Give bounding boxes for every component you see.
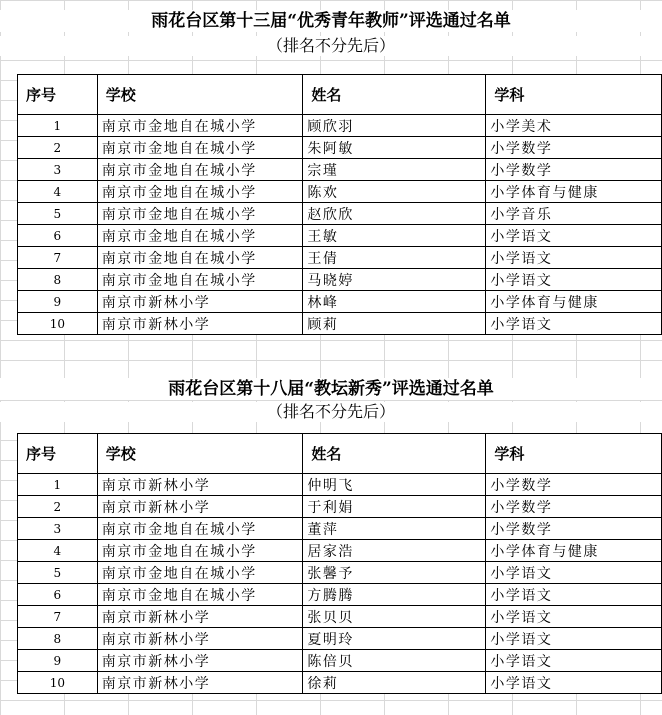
table-row [18,584,662,606]
cell-name: 马晓婷 [303,269,486,291]
cell-name: 宗瑾 [303,159,486,181]
cell-index: 7 [18,606,98,628]
cell-school: 南京市金地自在城小学 [97,518,303,540]
cell-subject: 小学语文 [486,247,662,269]
cell-subject: 小学语文 [486,269,662,291]
table-row [18,562,662,584]
table-row [18,203,662,225]
cell-name: 张贝贝 [303,606,486,628]
cell-school: 南京市新林小学 [97,650,303,672]
table-row [18,269,662,291]
cell-subject: 小学语文 [486,313,662,335]
table-row [18,496,662,518]
cell-school: 南京市金地自在城小学 [97,159,303,181]
cell-index: 5 [18,203,98,225]
table-row [18,606,662,628]
cell-subject: 小学语文 [486,628,662,650]
cell-subject: 小学体育与健康 [486,291,662,313]
cell-subject: 小学语文 [486,672,662,694]
header-school: 学校 [97,75,303,115]
cell-index: 6 [18,225,98,247]
cell-index: 8 [18,269,98,291]
header-index: 序号 [18,434,98,474]
cell-index: 3 [18,159,98,181]
cell-school: 南京市新林小学 [97,628,303,650]
cell-school: 南京市金地自在城小学 [97,203,303,225]
table-row [18,650,662,672]
cell-index: 9 [18,650,98,672]
cell-school: 南京市金地自在城小学 [97,225,303,247]
section-1-subtitle: （排名不分先后） [0,36,662,56]
cell-index: 6 [18,584,98,606]
cell-subject: 小学体育与健康 [486,181,662,203]
cell-name: 仲明飞 [303,474,486,496]
table-row [18,137,662,159]
header-school: 学校 [97,434,303,474]
cell-name: 陈欢 [303,181,486,203]
cell-subject: 小学数学 [486,496,662,518]
cell-index: 7 [18,247,98,269]
header-name: 姓名 [303,75,486,115]
cell-subject: 小学数学 [486,474,662,496]
cell-school: 南京市新林小学 [97,496,303,518]
table-row [18,313,662,335]
section-1-table [17,74,662,335]
cell-school: 南京市新林小学 [97,672,303,694]
cell-school: 南京市金地自在城小学 [97,540,303,562]
cell-subject: 小学数学 [486,137,662,159]
cell-name: 王倩 [303,247,486,269]
table-row [18,159,662,181]
cell-name: 徐莉 [303,672,486,694]
cell-school: 南京市金地自在城小学 [97,584,303,606]
cell-name: 董萍 [303,518,486,540]
cell-subject: 小学音乐 [486,203,662,225]
cell-index: 8 [18,628,98,650]
cell-subject: 小学美术 [486,115,662,137]
table-row [18,247,662,269]
cell-school: 南京市金地自在城小学 [97,247,303,269]
header-name: 姓名 [303,434,486,474]
cell-name: 顾莉 [303,313,486,335]
cell-index: 4 [18,181,98,203]
cell-index: 10 [18,672,98,694]
cell-school: 南京市新林小学 [97,474,303,496]
cell-name: 王敏 [303,225,486,247]
cell-name: 方腾腾 [303,584,486,606]
cell-index: 3 [18,518,98,540]
table-row [18,291,662,313]
table-row [18,474,662,496]
cell-index: 4 [18,540,98,562]
cell-subject: 小学语文 [486,225,662,247]
cell-school: 南京市新林小学 [97,291,303,313]
cell-name: 顾欣羽 [303,115,486,137]
cell-school: 南京市新林小学 [97,606,303,628]
cell-name: 林峰 [303,291,486,313]
cell-school: 南京市金地自在城小学 [97,269,303,291]
cell-subject: 小学语文 [486,562,662,584]
table-row [18,225,662,247]
cell-school: 南京市金地自在城小学 [97,115,303,137]
table-row [18,540,662,562]
cell-subject: 小学体育与健康 [486,540,662,562]
cell-name: 于利娟 [303,496,486,518]
cell-subject: 小学语文 [486,650,662,672]
cell-school: 南京市金地自在城小学 [97,181,303,203]
table-header-row [18,75,662,115]
cell-subject: 小学语文 [486,584,662,606]
table-row [18,115,662,137]
cell-name: 陈倍贝 [303,650,486,672]
table-row [18,181,662,203]
cell-index: 2 [18,496,98,518]
section-2-subtitle: （排名不分先后） [0,402,662,422]
cell-subject: 小学数学 [486,159,662,181]
table-header-row [18,434,662,474]
cell-subject: 小学语文 [486,606,662,628]
cell-name: 居家浩 [303,540,486,562]
cell-school: 南京市金地自在城小学 [97,562,303,584]
cell-index: 1 [18,474,98,496]
cell-index: 9 [18,291,98,313]
header-index: 序号 [18,75,98,115]
cell-name: 朱阿敏 [303,137,486,159]
header-subject: 学科 [486,434,662,474]
section-1-title: 雨花台区第十三届“优秀青年教师”评选通过名单 [0,10,662,32]
section-2-table [17,433,662,694]
cell-school: 南京市金地自在城小学 [97,137,303,159]
cell-name: 夏明玲 [303,628,486,650]
cell-school: 南京市新林小学 [97,313,303,335]
cell-index: 2 [18,137,98,159]
cell-index: 1 [18,115,98,137]
cell-subject: 小学数学 [486,518,662,540]
table-row [18,628,662,650]
cell-index: 10 [18,313,98,335]
table-row [18,518,662,540]
table-row [18,672,662,694]
cell-name: 张馨予 [303,562,486,584]
section-2-title: 雨花台区第十八届“教坛新秀”评选通过名单 [0,378,662,400]
header-subject: 学科 [486,75,662,115]
cell-name: 赵欣欣 [303,203,486,225]
cell-index: 5 [18,562,98,584]
